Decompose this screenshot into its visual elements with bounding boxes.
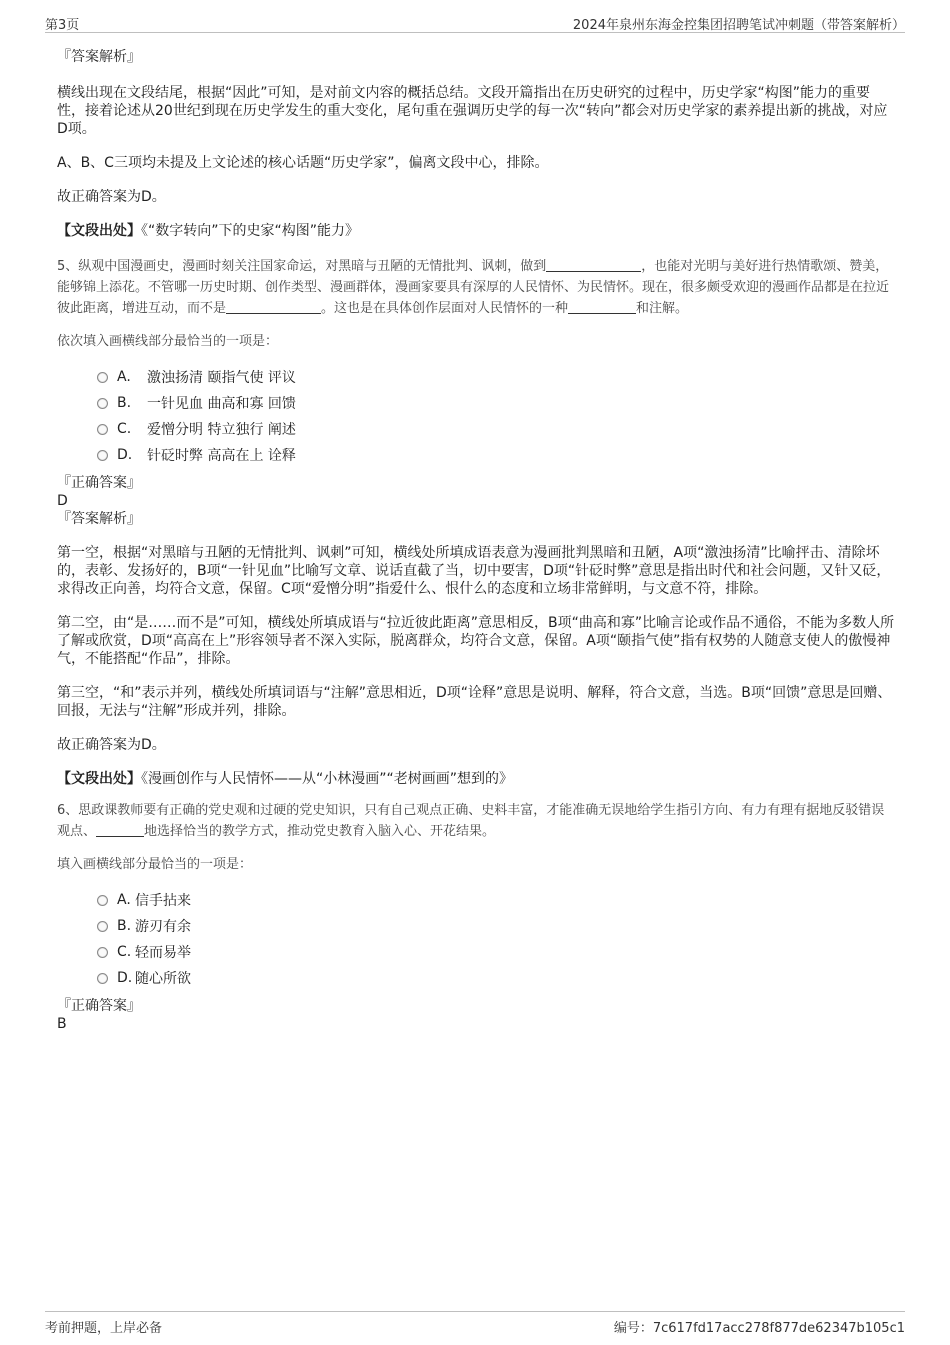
option-text: 一针见血 曲高和寡 回馈 [147,396,296,412]
option-key: D. [117,447,133,463]
page-footer [45,1311,905,1336]
radio-icon[interactable] [97,921,108,932]
option-list [97,364,897,468]
option-text: 针砭时弊 高高在上 诠释 [147,448,296,464]
footer-slogan: 考前押题，上岸必备 [45,1321,163,1336]
analysis-paragraph: 第二空，由“是……而不是”可知，横线处所填成语与“拉近彼此距离”意思相反，B项“曲高和寡”比喻言论或作品不通俗，不能为多数人所了解或欣赏，D项“高高在上”形容领导者不深入实际，脱离群众，均符合文意，保留。A项“颐指气使”指有权势的人随意支使人的傲慢神气，不能搭配“作品”，排除。 [57,615,895,667]
stem-text: 和注解。 [636,301,689,316]
conclusion-text: 故正确答案为D。 [57,189,166,205]
option-key: C. [117,421,132,437]
option-key: A. [117,892,131,908]
option-a[interactable] [97,364,897,390]
prev-analysis-section [57,48,897,240]
option-text: 爱憎分明 特立独行 阐述 [147,422,296,438]
page-header [45,12,905,33]
option-key: D. [117,970,133,986]
source-label: 【文段出处】 [57,771,141,787]
question-prompt: 依次填入画横线部分最恰当的一项是： [57,334,279,349]
option-c[interactable] [97,416,897,442]
question-stem [57,256,897,319]
option-text: 轻而易举 [135,945,191,961]
answer-value: B [57,1016,67,1032]
option-d[interactable] [97,442,897,468]
radio-icon[interactable] [97,424,108,435]
stem-text: ，也能对光明与美好进行热情歌颂、赞美，能够锦上添花。不管哪一历史时期、创作类型、漫画群体，漫画家要具有深厚的人民情怀、为民情怀。现在，很多颇受欢迎的漫画作品都是在拉近彼此距离，增进互动，而不是 [57,259,890,316]
radio-icon[interactable] [97,947,108,958]
option-key: C. [117,944,132,960]
answer-value: D [57,493,68,509]
option-b[interactable] [97,390,897,416]
document-title: 2024年泉州东海金控集团招聘笔试冲刺题（带答案解析） [572,18,905,33]
analysis-paragraph: 横线出现在文段结尾，根据“因此”可知，是对前文内容的概括总结。文段开篇指出在历史研究的过程中，历史学家“构图”能力的重要性，接着论述从20世纪到现在历史学发生的重大变化，尾句重在强调历史学的每一次“转向”都会对历史学家的素养提出新的挑战，对应D项。 [57,85,888,137]
option-b[interactable] [97,913,897,939]
fill-blank [96,822,144,837]
option-c[interactable] [97,939,897,965]
code-label: 编号： [613,1321,653,1336]
answer-label: 『正确答案』 [57,475,141,491]
analysis-label: 『答案解析』 [57,49,141,65]
option-key: A. [117,369,131,385]
fill-blank [546,257,641,272]
source-line [57,222,897,240]
question-6 [57,800,897,1033]
option-text: 随心所欲 [135,971,191,987]
stem-text: 。这也是在具体创作层面对人民情怀的一种 [321,301,569,316]
option-d[interactable] [97,965,897,991]
source-label: 【文段出处】 [57,223,141,239]
analysis-paragraph: 第一空，根据“对黑暗与丑陋的无情批判、讽刺”可知，横线处所填成语表意为漫画批判黑暗和丑陋，A项“激浊扬清”比喻抨击、清除坏的，表彰、发扬好的，B项“一针见血”比喻写文章、说话直截了当，切中要害，D项“针砭时弊”意思是指出时代和社会问题，又针又砭，求得改正向善，均符合文意，保留。C项“爱憎分明”指爱什么、恨什么的态度和立场非常鲜明，与文意不符，排除。 [57,545,891,597]
conclusion-text: 故正确答案为D。 [57,737,166,753]
stem-text: 6、思政课教师要有正确的党史观和过硬的党史知识，只有自己观点正确、史料丰富，才能准确无误地给学生指引方向、有力有理有据地反驳错误观点、 [57,803,885,839]
option-a[interactable] [97,887,897,913]
option-text: 信手拈来 [135,893,191,909]
radio-icon[interactable] [97,372,108,383]
code-value: 7c617fd17acc278f877de62347b105c1 [652,1321,905,1336]
analysis-paragraph: 第三空，“和”表示并列，横线处所填词语与“注解”意思相近，D项“诠释”意思是说明、解释，符合文意，当选。B项“回馈”意思是回赠、回报，无法与“注解”形成并列，排除。 [57,685,892,719]
question-prompt: 填入画横线部分最恰当的一项是： [57,857,253,872]
stem-text: 地选择恰当的教学方式，推动党史教育入脑入心、开花结果。 [144,824,496,839]
stem-text: 5、纵观中国漫画史，漫画时刻关注国家命运，对黑暗与丑陋的无情批判、讽刺，做到 [57,259,547,274]
option-key: B. [117,918,132,934]
page-content [57,40,897,1033]
fill-blank [568,299,636,314]
radio-icon[interactable] [97,895,108,906]
option-list [97,887,897,991]
source-title: 《“数字转向”下的史家“构图”能力》 [141,223,360,239]
source-line [57,770,897,788]
radio-icon[interactable] [97,450,108,461]
option-text: 激浊扬清 颐指气使 评议 [147,370,296,386]
option-text: 游刃有余 [135,919,191,935]
option-key: B. [117,395,132,411]
radio-icon[interactable] [97,973,108,984]
answer-label: 『正确答案』 [57,998,141,1014]
analysis-label: 『答案解析』 [57,511,141,527]
question-stem [57,800,897,842]
footer-code [614,1317,905,1336]
page-number: 第3页 [45,18,80,33]
question-5 [57,256,897,788]
analysis-paragraph: A、B、C三项均未提及上文论述的核心话题“历史学家”，偏离文段中心，排除。 [57,155,549,171]
source-title: 《漫画创作与人民情怀——从“小林漫画”“老树画画”想到的》 [141,771,514,787]
fill-blank [226,299,321,314]
radio-icon[interactable] [97,398,108,409]
